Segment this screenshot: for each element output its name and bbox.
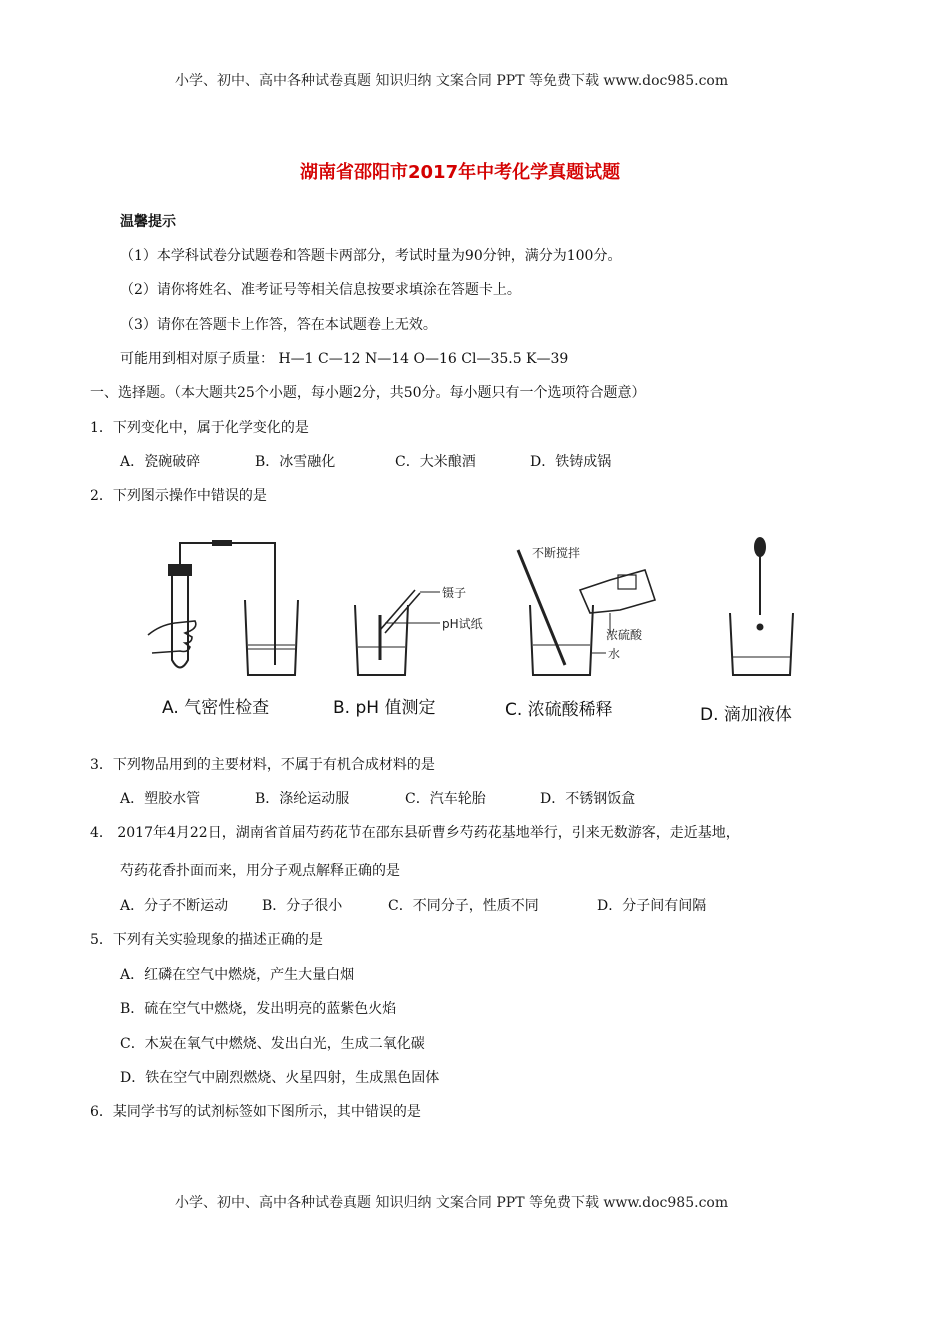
tip-3: （3）请你在答题卡上作答，答在本试题卷上无效。	[120, 317, 437, 333]
q2-figure	[140, 535, 840, 735]
c-glass-rod	[518, 550, 565, 665]
atomic-mass: 可能用到相对原子质量： H—1 C—12 N—14 O—16 Cl—35.5 K—39	[120, 351, 569, 367]
q2-stem: 2．下列图示操作中错误的是	[90, 488, 267, 504]
a-beaker	[245, 600, 298, 675]
b-tweezers	[380, 590, 420, 633]
q4-line-2: 芍药花香扑面而来，用分子观点解释正确的是	[120, 863, 400, 879]
q5-option-d: D．铁在空气中剧烈燃烧、火星四射，生成黑色固体	[120, 1070, 440, 1086]
a-delivery-tube	[180, 543, 275, 665]
q4-option-b: B．分子很小	[262, 898, 343, 914]
q4-option-c: C．不同分子，性质不同	[388, 898, 539, 914]
q3-option-a: A．塑胶水管	[120, 791, 201, 807]
q3-option-c: C．汽车轮胎	[405, 791, 486, 807]
q3-option-d: D．不锈钢饭盒	[540, 791, 636, 807]
page-header: 小学、初中、高中各种试卷真题 知识归纳 文案合同 PPT 等免费下载 www.doc985.com	[175, 73, 729, 89]
d-beaker	[730, 613, 793, 675]
q1-option-c: C．大米酿酒	[395, 454, 476, 470]
q1-stem: 1．下列变化中，属于化学变化的是	[90, 420, 309, 436]
q4-option-a: A．分子不断运动	[120, 898, 229, 914]
q5-option-c: C．木炭在氧气中燃烧、发出白光，生成二氧化碳	[120, 1036, 425, 1052]
q3-option-b: B．涤纶运动服	[255, 791, 350, 807]
a-stopper	[169, 565, 191, 575]
q5-stem: 5．下列有关实验现象的描述正确的是	[90, 932, 323, 948]
page-footer: 小学、初中、高中各种试卷真题 知识归纳 文案合同 PPT 等免费下载 www.doc985.com	[175, 1195, 729, 1211]
q4-line-1: 4． 2017年4月22日，湖南省首届芍药花节在邵东县斫曹乡芍药花基地举行，引来无数游客，走近基地，	[90, 825, 740, 841]
q1-option-d: D．铁铸成锅	[530, 454, 612, 470]
a-test-tube	[172, 573, 188, 668]
section-heading: 一、选择题。（本大题共25个小题，每小题2分，共50分。每小题只有一个选项符合题意）	[90, 385, 646, 401]
label-b: B. pH 值测定	[333, 698, 436, 718]
page-title: 湖南省邵阳市2017年中考化学真题试题	[300, 162, 621, 183]
label-acid: 浓硫酸	[606, 628, 643, 642]
label-stir: 不断搅拌	[532, 546, 581, 560]
q1-option-b: B．冰雪融化	[255, 454, 336, 470]
label-a: A. 气密性检查	[162, 698, 270, 718]
tip-1: （1）本学科试卷分试题卷和答题卡两部分，考试时量为90分钟，满分为100分。	[120, 248, 622, 264]
q1-option-a: A．瓷碗破碎	[120, 454, 201, 470]
q5-option-b: B．硫在空气中燃烧，发出明亮的蓝紫色火焰	[120, 1001, 397, 1017]
q5-option-a: A．红磷在空气中燃烧，产生大量白烟	[120, 967, 355, 983]
label-water: 水	[608, 647, 621, 661]
tips-heading: 温馨提示	[120, 214, 176, 230]
c-beaker	[530, 605, 593, 675]
label-d: D. 滴加液体	[700, 705, 792, 725]
label-ph-paper: pH试纸	[442, 617, 483, 631]
tip-2: （2）请你将姓名、准考证号等相关信息按要求填涂在答题卡上。	[120, 282, 521, 298]
q3-stem: 3．下列物品用到的主要材料，不属于有机合成材料的是	[90, 757, 435, 773]
label-tweezers: 镊子	[442, 586, 467, 600]
q6-stem: 6．某同学书写的试剂标签如下图所示，其中错误的是	[90, 1104, 421, 1120]
q4-option-d: D．分子间有间隔	[597, 898, 707, 914]
label-c: C. 浓硫酸稀释	[505, 700, 613, 720]
